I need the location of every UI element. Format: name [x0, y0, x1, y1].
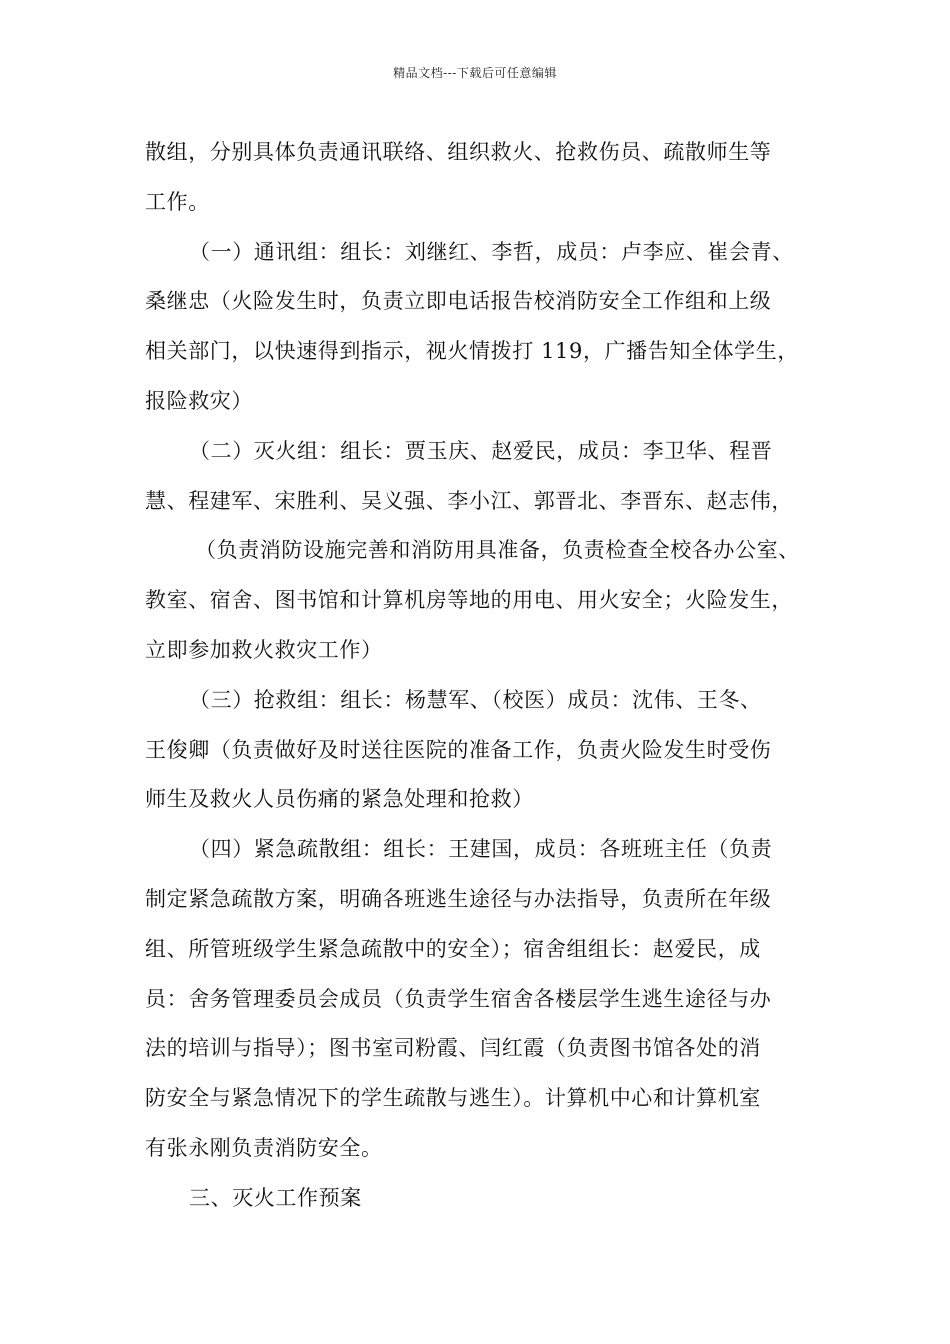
- text-line: 报险救灾）: [145, 388, 253, 413]
- text-line: 立即参加救火救灾工作）: [145, 637, 383, 662]
- document-body: [145, 128, 820, 1224]
- text-line-fire-group: （二）灭火组：组长：贾玉庆、赵爱民，成员：李卫华、程晋: [189, 438, 773, 463]
- text-line: 王俊卿（负责做好及时送往医院的准备工作，负责火险发生时受伤: [145, 737, 772, 762]
- text-line-evacuation-group: （四）紧急疏散组：组长：王建国，成员：各班班主任（负责: [189, 837, 773, 862]
- text-line: 教室、宿舍、图书馆和计算机房等地的用电、用火安全；火险发生，: [145, 588, 793, 613]
- section-heading: 三、灭火工作预案: [189, 1185, 362, 1210]
- text-line: 散组，分别具体负责通讯联络、组织救火、抢救伤员、疏散师生等: [145, 140, 772, 164]
- text-line: 相关部门，以快速得到指示，视火情拨打 119，广播告知全体学生，: [145, 339, 799, 364]
- text-line-comms-group: （一）通讯组：组长：刘继红、李哲，成员：卢李应、崔会青、: [189, 239, 794, 264]
- text-line: 组、所管班级学生紧急疏散中的安全）；宿舍组组长：赵爱民，成: [145, 936, 761, 961]
- page-header: 精品文档---下载后可任意编辑: [393, 66, 557, 80]
- text-line: 师生及救火人员伤痛的紧急处理和抢救）: [145, 787, 534, 812]
- text-line: （负责消防设施完善和消防用具准备，负责检查全校各办公室、: [195, 538, 800, 563]
- text-line: 防安全与紧急情况下的学生疏散与逃生）。计算机中心和计算机室: [145, 1086, 761, 1111]
- text-line: 有张永刚负责消防安全。: [145, 1135, 383, 1160]
- text-line: 法的培训与指导）；图书室司粉霞、闫红霞（负责图书馆各处的消: [145, 1036, 761, 1061]
- text-line: 员：舍务管理委员会成员（负责学生宿舍各楼层学生逃生途径与办: [145, 986, 772, 1011]
- text-line: 桑继忠（火险发生时，负责立即电话报告校消防安全工作组和上级: [145, 289, 772, 314]
- text-line-rescue-group: （三）抢救组：组长：杨慧军、（校医）成员：沈伟、王冬、: [189, 687, 762, 712]
- text-line: 慧、程建军、宋胜利、吴义强、李小江、郭晋北、李晋东、赵志伟，: [145, 488, 793, 513]
- text-line: 工作。: [145, 189, 210, 214]
- text-line: 制定紧急疏散方案，明确各班逃生途径与办法指导，负责所在年级: [145, 886, 772, 911]
